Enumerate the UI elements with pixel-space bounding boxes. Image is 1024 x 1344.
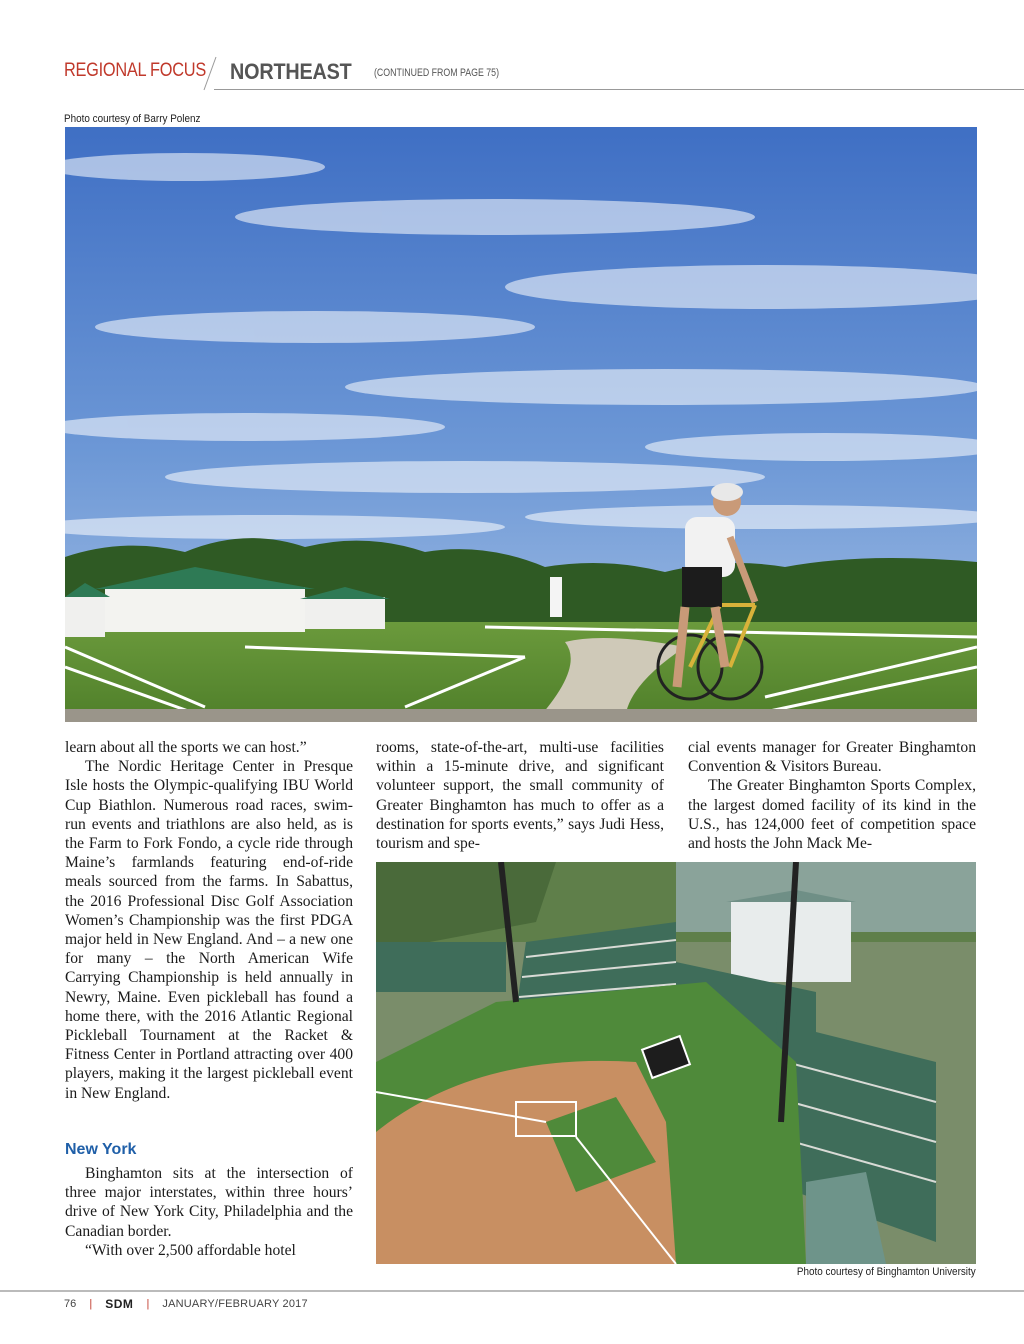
photo-credit-top: Photo courtesy of Barry Polenz <box>64 113 201 125</box>
article-column-2 <box>376 738 664 853</box>
col2-paragraph: rooms, state-of-the-art, multi-use facilities within a 15-minute drive, and significant volunteer support, the small community of Greater Binghamton has much to offer as a destination for sports events,” says Judi Hess, tourism and spe- <box>376 739 664 853</box>
issue-date: JANUARY/FEBRUARY 2017 <box>162 1298 308 1310</box>
photo-credit-bottom: Photo courtesy of Binghamton University <box>797 1266 976 1278</box>
subhead-new-york: New York <box>65 1141 137 1158</box>
article-column-3 <box>688 738 976 853</box>
col1-paragraph: The Nordic Heritage Center in Presque Isle hosts the Olympic-qualifying IBU World Cup Biathlon. Numerous road races, swim-run events and triathlons are also held, as is the Farm to Fork Fondo, a cycle ride through Maine’s farmlands featuring end-of-ride meals sourced from the farms. In Sabattus, the 2016 Professional Disc Golf Association Women’s Championship was the first PDGA major held in New England. And – a new one for many – the North American Wife Carrying Championship is held annually in Newry, Maine. Even pickleball has found a home there, with the 2016 Atlantic Regional Pickleball Tournament at the Racket & Fitness Center in Portland attracting over 400 players, making it the largest pickleball event in New England. <box>65 758 353 1102</box>
page-footer <box>64 1297 308 1311</box>
continued-label: (CONTINUED FROM PAGE 75) <box>374 67 500 79</box>
footer-separator-1: | <box>89 1298 93 1310</box>
page-number: 76 <box>64 1298 77 1310</box>
section-label: NORTHEAST <box>230 59 352 84</box>
page-header <box>64 56 1024 92</box>
ny-paragraph-1: Binghamton sits at the intersection of three major interstates, within three hours’ drive of New York City, Philadelphia and the Canadian border. <box>65 1165 353 1240</box>
footer-rule <box>0 1290 1024 1292</box>
magazine-name: SDM <box>105 1297 134 1311</box>
ny-paragraph-2: “With over 2,500 affordable hotel <box>85 1241 296 1259</box>
hero-photo-cyclist <box>65 127 977 722</box>
stadium-photo <box>376 862 976 1264</box>
col1-continuation: learn about all the sports we can host.” <box>65 739 307 756</box>
region-label: REGIONAL FOCUS <box>64 60 206 81</box>
header-slash <box>206 56 208 90</box>
col3-paragraph: The Greater Binghamton Sports Complex, the largest domed facility of its kind in the U.S., has 124,000 feet of competition space and hosts the John Mack Me- <box>688 777 976 853</box>
article-column-1-newyork <box>65 1164 353 1260</box>
article-column-1 <box>65 738 353 1103</box>
col3-continuation: cial events manager for Greater Binghamton Convention & Visitors Bureau. <box>688 739 976 776</box>
header-rule <box>214 89 1024 90</box>
footer-separator-2: | <box>146 1298 150 1310</box>
